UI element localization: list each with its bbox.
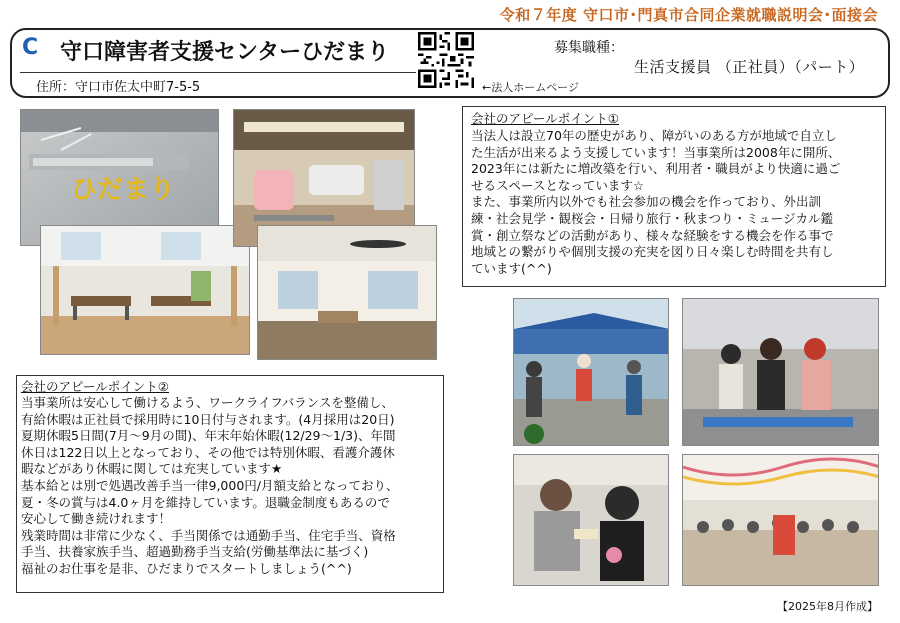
- appeal-point-1-body: 当法人は設立70年の歴史があり、障がいのある方が地域で自立し た生活が出来るよう支援しています！当事業所は2008年に開所、 2023年には新たに増改築を行い、利用者・職員がより快適に過ご せるスペースとなっています☆ また、事業所内以外でも社会参加の機会を作っており、外出訓 練・社会見学・観桜会・日帰り旅行・秋まつり・ミュージカル鑑 賞・創立祭などの活動があり、様々な経験をする機会を作る事で 地域との繋がりや個別支援の充実を図り日々楽しむ時間を共有し ています(^^): [471, 128, 841, 276]
- appeal-point-1-title: 会社のアピールポイント①: [471, 111, 619, 126]
- appeal-point-2: [16, 375, 444, 593]
- appeal-point-1: [462, 106, 886, 287]
- company-address: 住所：守口市佐太中町7-5-5: [36, 80, 201, 95]
- homepage-label: ←法人ホームページ: [482, 81, 579, 94]
- recruit-label: 募集職種：: [554, 40, 624, 56]
- photo-meal-support: [513, 454, 669, 586]
- appeal-point-2-body: 当事業所は安心して働けるよう、ワークライフバランスを整備し、 有給休暇は正社員で採用時に10日付与されます。(4月採用は20日) 夏期休暇5日間(7月～9月の間)、年末年始休暇(12/29～1/3)、年間 休日は122日以上となっており、その他では特別休暇、看護介護休 暇などがあり休暇に関しては充実しています★ 基本給とは別で処遇改善手当一律9,000円/月額支給となっており、 夏・冬の賞与は4.0ヶ月を維持しています。退職金制度もあるので 安心して働き続けれます！ 残業時間は非常に少なく、手当関係では通勤手当、住宅手当、資格 手当、扶養家族手当、超過勤務手当支給(労働基準法に基づく) 福祉のお仕事を是非、ひだまりでスタートしましょう(^^): [21, 395, 399, 576]
- event-title: 令和７年度 守口市･門真市合同企業就職説明会･面接会: [499, 6, 878, 24]
- qr-code-icon[interactable]: [418, 32, 474, 88]
- company-header: [10, 28, 890, 98]
- company-letter: C: [22, 35, 39, 60]
- photo-group-outdoors: [682, 298, 879, 446]
- photo-outdoor-event: [513, 298, 669, 446]
- appeal-point-2-title: 会社のアピールポイント②: [21, 379, 169, 394]
- created-date: 【2025年8月作成】: [777, 600, 878, 613]
- photo-party: [682, 454, 879, 586]
- photo-interior-hall: [40, 225, 250, 355]
- divider: [20, 72, 416, 73]
- building-sign-text: ひだまり: [71, 175, 176, 205]
- recruit-positions: 生活支援員 （正社員）（パート）: [634, 58, 865, 76]
- photo-activity-room: [257, 225, 437, 360]
- company-name: 守口障害者支援センターひだまり: [60, 40, 390, 65]
